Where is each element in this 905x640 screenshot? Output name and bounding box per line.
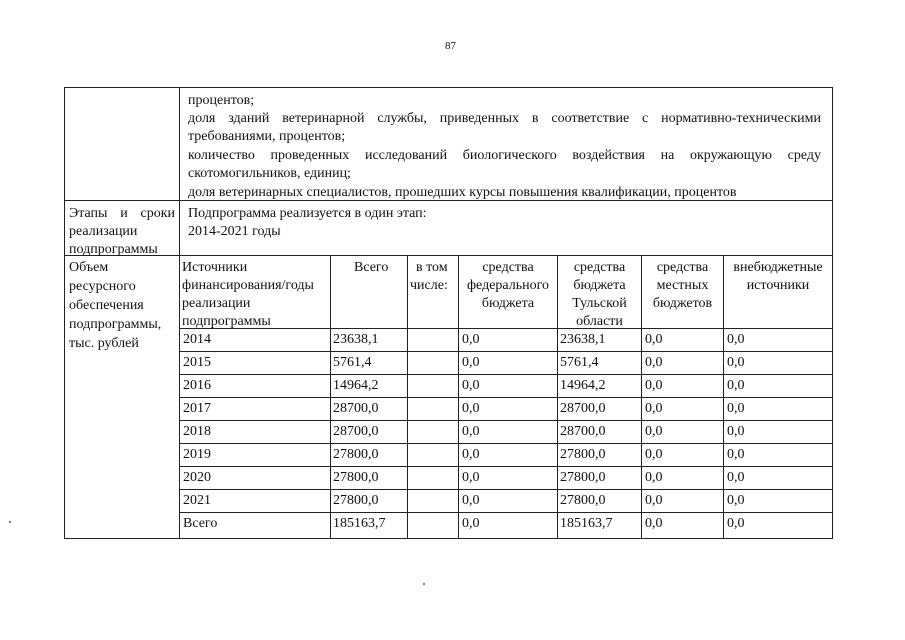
funding-label-line: тыс. рублей	[69, 336, 139, 351]
indicator-line: скотомогильников, единиц;	[188, 166, 351, 181]
cell-regional: 27800,0	[560, 470, 606, 485]
cell-regional: 27800,0	[560, 447, 606, 462]
program-passport-table	[64, 87, 833, 539]
header-regional-line: бюджета	[573, 278, 626, 293]
header-source-line: финансирования/годы	[182, 278, 314, 293]
cell-federal: 0,0	[462, 424, 480, 439]
header-including-line: числе:	[410, 278, 448, 293]
row-divider-stages	[65, 255, 832, 256]
cell-year: 2018	[183, 424, 211, 439]
header-local-line: бюджетов	[652, 296, 713, 311]
cell-federal: 0,0	[462, 401, 480, 416]
cell-total: 5761,4	[333, 355, 372, 370]
header-source-line: Источники	[182, 260, 248, 275]
cell-federal: 0,0	[462, 516, 480, 531]
cell-extra: 0,0	[727, 424, 745, 439]
indicator-line: доля ветеринарных специалистов, прошедших курсы повышения квалификации, процентов	[188, 185, 737, 200]
header-regional-line: средства	[573, 260, 626, 275]
cell-local: 0,0	[645, 516, 663, 531]
cell-total: 27800,0	[333, 493, 379, 508]
cell-extra: 0,0	[727, 447, 745, 462]
indicator-line: доля зданий ветеринарной службы, приведенных в соответствие с нормативно-техническими	[188, 111, 821, 126]
cell-regional: 27800,0	[560, 493, 606, 508]
cell-total: 23638,1	[333, 332, 379, 347]
cell-extra: 0,0	[727, 355, 745, 370]
header-source-line: подпрограммы	[182, 314, 271, 329]
stages-label-line: подпрограммы	[69, 242, 158, 257]
cell-local: 0,0	[645, 401, 663, 416]
header-federal-line: федерального	[466, 278, 550, 293]
header-including-line: в том	[416, 260, 448, 275]
cell-extra: 0,0	[727, 470, 745, 485]
cell-year: 2021	[183, 493, 211, 508]
cell-total: 28700,0	[333, 424, 379, 439]
header-total: Всего	[354, 260, 389, 275]
indicator-line: количество проведенных исследований биологического воздействия на окружающую среду	[188, 148, 821, 163]
header-extra-line: внебюджетные	[733, 260, 823, 275]
cell-regional: 28700,0	[560, 401, 606, 416]
stages-value-line: 2014-2021 годы	[188, 224, 281, 239]
cell-year: 2016	[183, 378, 211, 393]
cell-federal: 0,0	[462, 332, 480, 347]
scan-speck	[9, 521, 11, 523]
cell-total: 14964,2	[333, 378, 379, 393]
cell-total: 27800,0	[333, 470, 379, 485]
indicator-line: требованиями, процентов;	[188, 129, 346, 144]
cell-total: 185163,7	[333, 516, 386, 531]
scan-speck	[423, 583, 425, 585]
header-source-line: реализации	[182, 296, 251, 311]
header-local-line: местных	[656, 278, 709, 293]
cell-extra: 0,0	[727, 516, 745, 531]
funding-label-line: обеспечения	[69, 298, 144, 313]
cell-federal: 0,0	[462, 493, 480, 508]
cell-year: 2019	[183, 447, 211, 462]
indicator-line: процентов;	[188, 93, 255, 108]
cell-federal: 0,0	[462, 470, 480, 485]
cell-local: 0,0	[645, 447, 663, 462]
cell-regional: 28700,0	[560, 424, 606, 439]
funding-label-line: Объем	[69, 260, 109, 275]
header-federal-line: бюджета	[481, 296, 535, 311]
cell-regional: 14964,2	[560, 378, 606, 393]
cell-local: 0,0	[645, 424, 663, 439]
cell-federal: 0,0	[462, 355, 480, 370]
cell-year: 2020	[183, 470, 211, 485]
cell-year: 2014	[183, 332, 211, 347]
cell-regional: 5761,4	[560, 355, 599, 370]
header-local-line: средства	[656, 260, 709, 275]
cell-extra: 0,0	[727, 401, 745, 416]
cell-year: 2017	[183, 401, 211, 416]
cell-total: 27800,0	[333, 447, 379, 462]
cell-year: Всего	[183, 516, 218, 531]
cell-total: 28700,0	[333, 401, 379, 416]
cell-local: 0,0	[645, 378, 663, 393]
header-regional-line: Тульской	[572, 296, 627, 311]
cell-extra: 0,0	[727, 493, 745, 508]
cell-extra: 0,0	[727, 332, 745, 347]
cell-local: 0,0	[645, 493, 663, 508]
page-number: 87	[445, 40, 456, 52]
header-extra-line: источники	[746, 278, 810, 293]
funding-label-line: ресурсного	[69, 279, 136, 294]
cell-year: 2015	[183, 355, 211, 370]
header-federal-line: средства	[482, 260, 534, 275]
stages-label-line: Этапы и сроки	[69, 206, 175, 221]
label-column-divider	[179, 88, 180, 538]
cell-local: 0,0	[645, 470, 663, 485]
header-regional-line: области	[576, 314, 623, 329]
stages-value-line: Подпрограмма реализуется в один этап:	[188, 206, 427, 221]
cell-regional: 185163,7	[560, 516, 613, 531]
cell-local: 0,0	[645, 332, 663, 347]
cell-extra: 0,0	[727, 378, 745, 393]
funding-label-line: подпрограммы,	[69, 317, 162, 332]
cell-local: 0,0	[645, 355, 663, 370]
cell-federal: 0,0	[462, 447, 480, 462]
cell-regional: 23638,1	[560, 332, 606, 347]
cell-federal: 0,0	[462, 378, 480, 393]
stages-label-line: реализации	[69, 224, 138, 239]
